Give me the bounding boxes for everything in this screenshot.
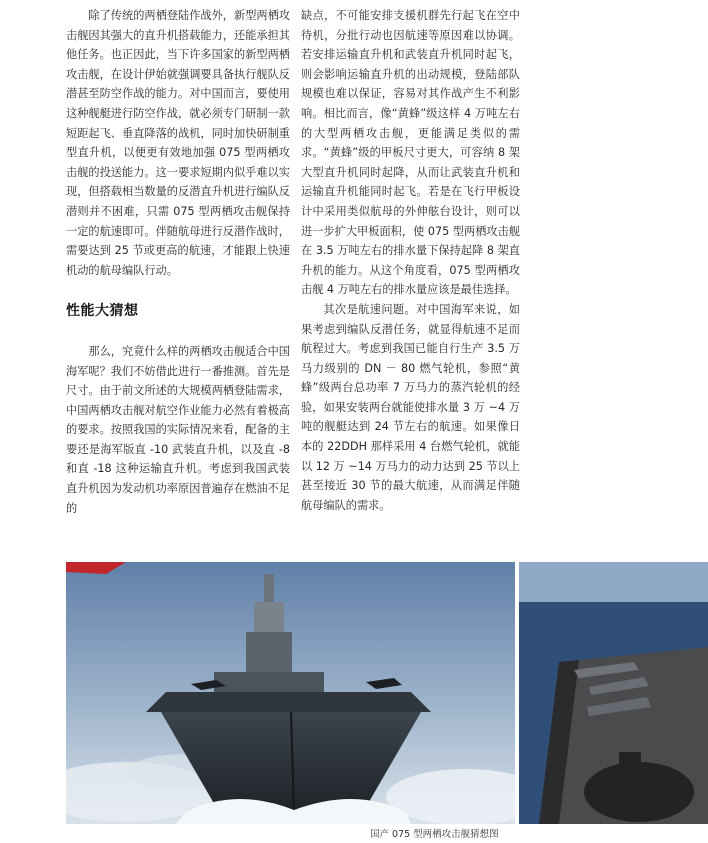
figure-caption: 国产 075 型两栖攻击舰猜想图 bbox=[370, 829, 499, 840]
section-heading: 性能大猜想 bbox=[66, 303, 139, 320]
ship-render-image bbox=[66, 562, 515, 824]
left-column bbox=[66, 6, 290, 518]
paragraph: 其次是航速问题。对中国海军来说，如果考虑到编队反潜任务，就显得航速不足而航程过大。考虑到我国已能自行生产 3.5 万马力级别的 DN － 80 燃气轮机，参照“黄蜂”级两台总功率 7 万马力的蒸汽轮机的经验，如果安装两台就能使排水量 3 万 ~4 万吨的舰艇达到 24 节左右的航速。如果像日本的 22DDH 那样采用 4 台燃气轮机，就能以 12 万 ~14 万马力的动力达到 25 节以上甚至接近 30 节的最大航速，从而满足伴随航母编队的需求。 bbox=[301, 302, 520, 512]
paragraph: 缺点，不可能安排支援机群先行起飞在空中待机，分批行动也因航速等原因难以协调。若安排运输直升机和武装直升机同时起飞，则会影响运输直升机的出动规模，登陆部队规模也难以保证，容易对其作战产生不利影响。相比而言，像“黄蜂”级这样 4 万吨左右的大型两栖攻击舰，更能满足类似的需求。“黄蜂”级的甲板尺寸更大，可容纳 8 架大型直升机同时起降，从而让武装直升机和运输直升机能同时起飞。若是在飞行甲板设计中采用类似航母的外伸舷台设计，则可以进一步扩大甲板面积，使 075 型两栖攻击舰在 3.5 万吨左右的排水量下保持起降 8 架直升机的能力。从这个角度看，075 型两栖攻击舰 4 万吨左右的排水量应该是最佳选择。 bbox=[301, 9, 520, 297]
deck-photo-image bbox=[519, 562, 708, 824]
right-column bbox=[301, 6, 520, 515]
paragraph: 除了传统的两栖登陆作战外，新型两栖攻击舰因其强大的直升机搭载能力，还能承担其他任务。也正因此，当下许多国家的新型两栖攻击舰，在设计伊始就强调要具备执行舰队反潜甚至防空作战的能力。对中国而言，要使用这种舰艇进行防空作战，就必须专门研制一款短距起飞、垂直降落的战机，同时加快研制重型直升机，以便更有效地加强 075 型两栖攻击舰的投送能力。这一要求短期内似乎难以实现，但搭载相当数量的反潜直升机进行编队反潜则并不困难，只需 075 型两栖攻击舰保持一定的航速即可。伴随航母进行反潜作战时，需要达到 25 节或更高的航速，才能跟上快速机动的航母编队行动。 bbox=[66, 9, 290, 277]
paragraph: 那么，究竟什么样的两栖攻击舰适合中国海军呢？我们不妨借此进行一番推测。首先是尺寸。由于前文所述的大规模两栖登陆需求，中国两栖攻击舰对航空作业能力必然有着极高的要求。按照我国的实际情况来看，配备的主要还是海军版直 -10 武装直升机，以及直 -8 和直 -18 这种运输直升机。考虑到我国武装直升机因为发动机功率原因普遍存在燃油不足的 bbox=[66, 344, 290, 515]
